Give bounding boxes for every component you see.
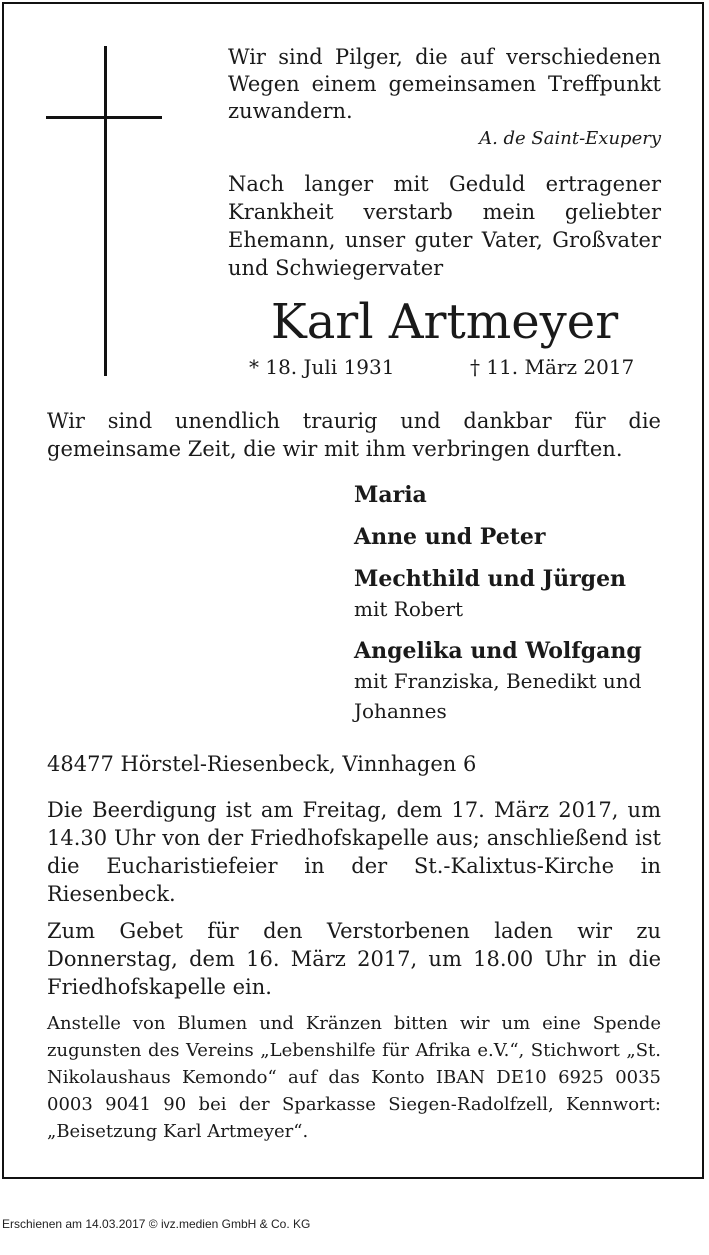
quote-author: A. de Saint-Exupery	[479, 128, 661, 149]
family-name: Angelika und Wolfgang	[354, 638, 642, 664]
family-sub: mit Franziska, Benedikt und Johannes	[354, 669, 642, 723]
cross-icon-bar	[46, 116, 162, 119]
family-entry	[354, 636, 684, 726]
footer-credit: Erschienen am 14.03.2017 © ivz.medien GmbH & Co. KG	[2, 1217, 311, 1231]
family-name: Mechthild und Jürgen	[354, 566, 627, 592]
quote-text: Wir sind Pilger, die auf verschiedenen Wegen einem gemeinsamen Treffpunkt zuwandern.	[228, 45, 661, 123]
address: 48477 Hörstel-Riesenbeck, Vinnhagen 6	[47, 752, 477, 776]
death-date: † 11. März 2017	[470, 355, 635, 379]
family-entry	[354, 480, 684, 510]
family-sub: mit Robert	[354, 597, 464, 621]
family-entry	[354, 522, 684, 552]
family-name: Anne und Peter	[354, 524, 546, 550]
funeral-text: Die Beerdigung ist am Freitag, dem 17. März 2017, um 14.30 Uhr von der Friedhofskapelle aus; anschließend ist die Eucharistiefeier in der St.-Kalixtus-Kirche in Riesenbeck.	[47, 798, 661, 906]
gratitude-text: Wir sind unendlich traurig und dankbar für die gemeinsame Zeit, die wir mit ihm verbringen durften.	[47, 409, 661, 461]
donation-text: Anstelle von Blumen und Kränzen bitten wir um eine Spende zugunsten des Vereins „Lebenshilfe für Afrika e.V.“, Stichwort „St. Nikolaushaus Kemondo“ auf das Konto IBAN DE10 6925 0035 0003 9041 90 bei der Sparkasse Siegen-Radolfzell, Kennwort: „Beisetzung Karl Artmeyer“.	[47, 1013, 661, 1142]
family-list	[354, 480, 684, 726]
birth-date: * 18. Juli 1931	[249, 355, 395, 379]
family-name: Maria	[354, 482, 427, 508]
prayer-text: Zum Gebet für den Verstorbenen laden wir zu Donnerstag, dem 16. März 2017, um 18.00 Uhr in die Friedhofskapelle ein.	[47, 919, 661, 999]
family-entry	[354, 564, 684, 624]
deceased-name: Karl Artmeyer	[270, 294, 619, 350]
intro-text: Nach langer mit Geduld ertragener Krankheit verstarb mein geliebter Ehemann, unser guter Vater, Großvater und Schwiegervater	[228, 172, 661, 280]
cross-icon	[104, 46, 107, 376]
